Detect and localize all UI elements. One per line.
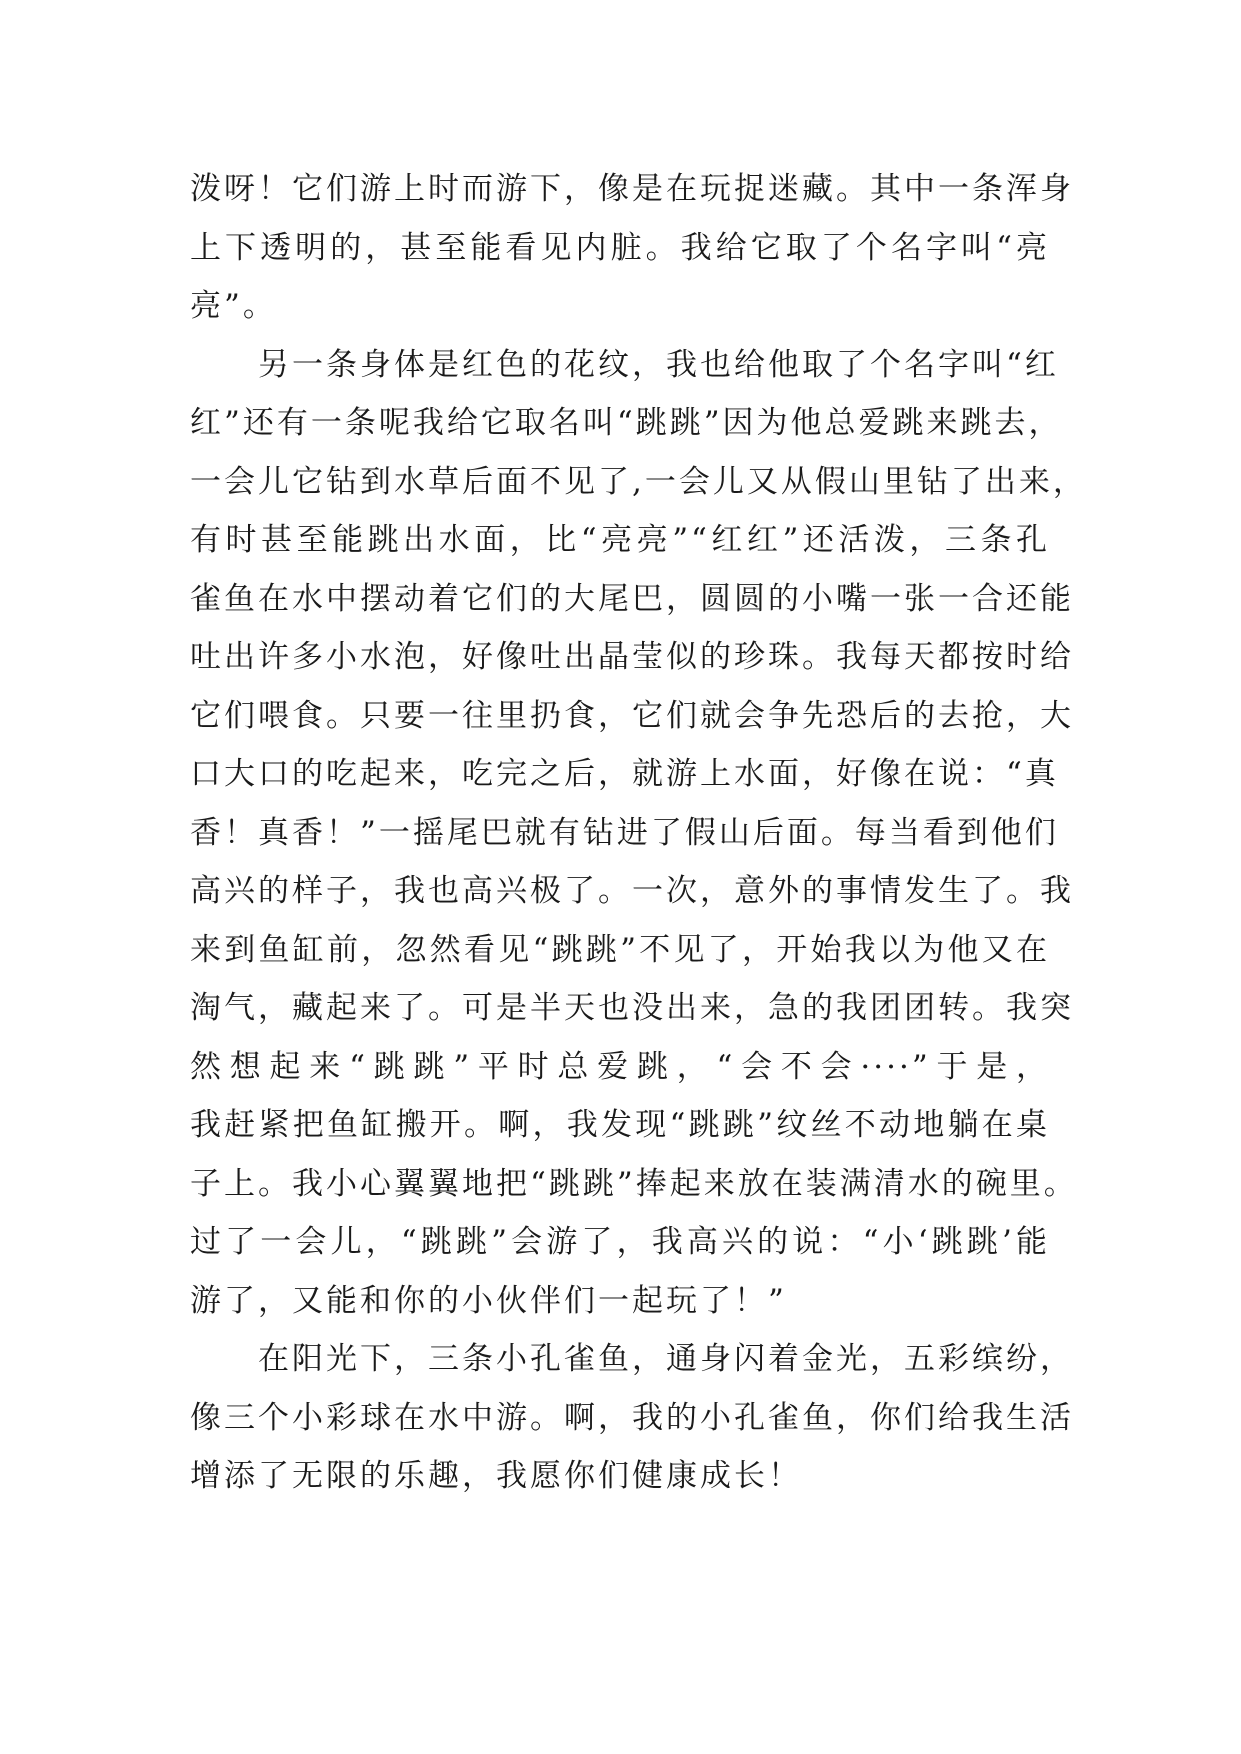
text-line: 香！真香！”一摇尾巴就有钻进了假山后面。每当看到他们 (190, 814, 1059, 851)
text-line: 一会儿它钻到水草后面不见了,一会儿又从假山里钻了出来， (190, 463, 1087, 500)
text-line: 泼呀！它们游上时而游下，像是在玩捉迷藏。其中一条浑身 (190, 171, 1074, 207)
text-line: 上下透明的，甚至能看见内脏。我给它取了个名字叫“亮 (190, 229, 1050, 266)
text-line: 口大口的吃起来，吃完之后，就游上水面，好像在说：“真 (190, 756, 1059, 792)
body-text (190, 160, 1087, 1506)
text-line: 吐出许多小水泡，好像吐出晶莹似的珍珠。我每天都按时给 (190, 639, 1074, 675)
text-line: 来到鱼缸前，忽然看见“跳跳”不见了，开始我以为他又在 (190, 931, 1050, 968)
text-line: 亮”。 (190, 288, 277, 324)
text-line: 淘气，藏起来了。可是半天也没出来，急的我团团转。我突 (190, 990, 1074, 1026)
text-line: 有时甚至能跳出水面，比“亮亮”“红红”还活泼，三条孔 (190, 522, 1050, 558)
text-line: 游了，又能和你的小伙伴们一起玩了！” (190, 1282, 787, 1319)
text-line: 雀鱼在水中摆动着它们的大尾巴，圆圆的小嘴一张一合还能 (190, 580, 1074, 617)
text-line: 红”还有一条呢我给它取名叫“跳跳”因为他总爱跳来跳去， (190, 405, 1063, 441)
text-line: 在阳光下，三条小孔雀鱼，通身闪着金光，五彩缤纷， (258, 1341, 1074, 1377)
text-line: 它们喂食。只要一往里扔食，它们就会争先恐后的去抢，大 (190, 697, 1074, 734)
text-line: 高兴的样子，我也高兴极了。一次，意外的事情发生了。我 (190, 873, 1074, 909)
text-line: 增添了无限的乐趣，我愿你们健康成长！ (190, 1458, 802, 1494)
text-line: 我赶紧把鱼缸搬开。啊，我发现“跳跳”纹丝不动地躺在桌 (190, 1107, 1050, 1143)
text-line: 然想起来“跳跳”平时总爱跳，“会不会····”于是， (190, 1048, 1050, 1085)
text-line: 子上。我小心翼翼地把“跳跳”捧起来放在装满清水的碗里。 (190, 1165, 1078, 1202)
text-line: 像三个小彩球在水中游。啊，我的小孔雀鱼，你们给我生活 (190, 1399, 1074, 1436)
text-line: 另一条身体是红色的花纹，我也给他取了个名字叫“红 (258, 346, 1059, 383)
text-line: 过了一会儿，“跳跳”会游了，我高兴的说：“小‘跳跳’能 (190, 1224, 1051, 1260)
